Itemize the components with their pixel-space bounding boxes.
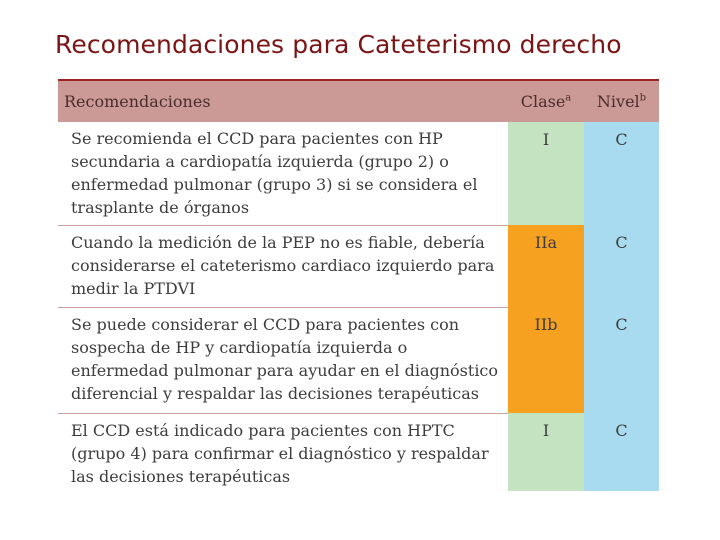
header-level xyxy=(584,92,659,111)
level-cell: C xyxy=(584,413,659,491)
header-level-label: Nivel xyxy=(596,92,640,111)
recommendation-text: Se recomienda el CCD para pacientes con HP secundaria a cardiopatía izquierda (grupo 2) o enfermedad pulmonar (grupo 3) si se considera el trasplante de órganos xyxy=(71,129,478,217)
header-level-footnote: b xyxy=(639,92,647,104)
header-class-footnote: a xyxy=(565,92,572,104)
table-row xyxy=(58,122,659,225)
level-cell: C xyxy=(584,307,659,413)
class-cell: IIa xyxy=(508,225,584,307)
table-row xyxy=(58,413,659,491)
recommendation-text: Cuando la medición de la PEP no es fiable, debería considerarse el cateterismo cardiaco izquierdo para medir la PTDVI xyxy=(58,225,508,307)
class-cell: I xyxy=(508,413,584,491)
slide-title: Recomendaciones para Cateterismo derecho xyxy=(55,30,622,59)
table-row xyxy=(58,307,659,413)
class-cell: IIb xyxy=(508,307,584,413)
header-recommendations: Recomendaciones xyxy=(64,92,211,111)
recommendation-text: El CCD está indicado para pacientes con HPTC (grupo 4) para confirmar el diagnóstico y respaldar las decisiones terapéuticas xyxy=(58,413,508,491)
header-class-label: Clase xyxy=(520,92,566,111)
table-row xyxy=(58,225,659,307)
level-cell: C xyxy=(584,122,659,225)
header-class xyxy=(508,92,584,111)
class-cell: I xyxy=(508,122,584,225)
recommendations-table xyxy=(58,79,659,491)
recommendation-text: Se puede considerar el CCD para pacientes con sospecha de HP y cardiopatía izquierda o enfermedad pulmonar para ayudar en el diagnóstico diferencial y respaldar las decisiones terapéuticas xyxy=(58,307,508,413)
table-header xyxy=(58,81,659,122)
level-cell: C xyxy=(584,225,659,307)
